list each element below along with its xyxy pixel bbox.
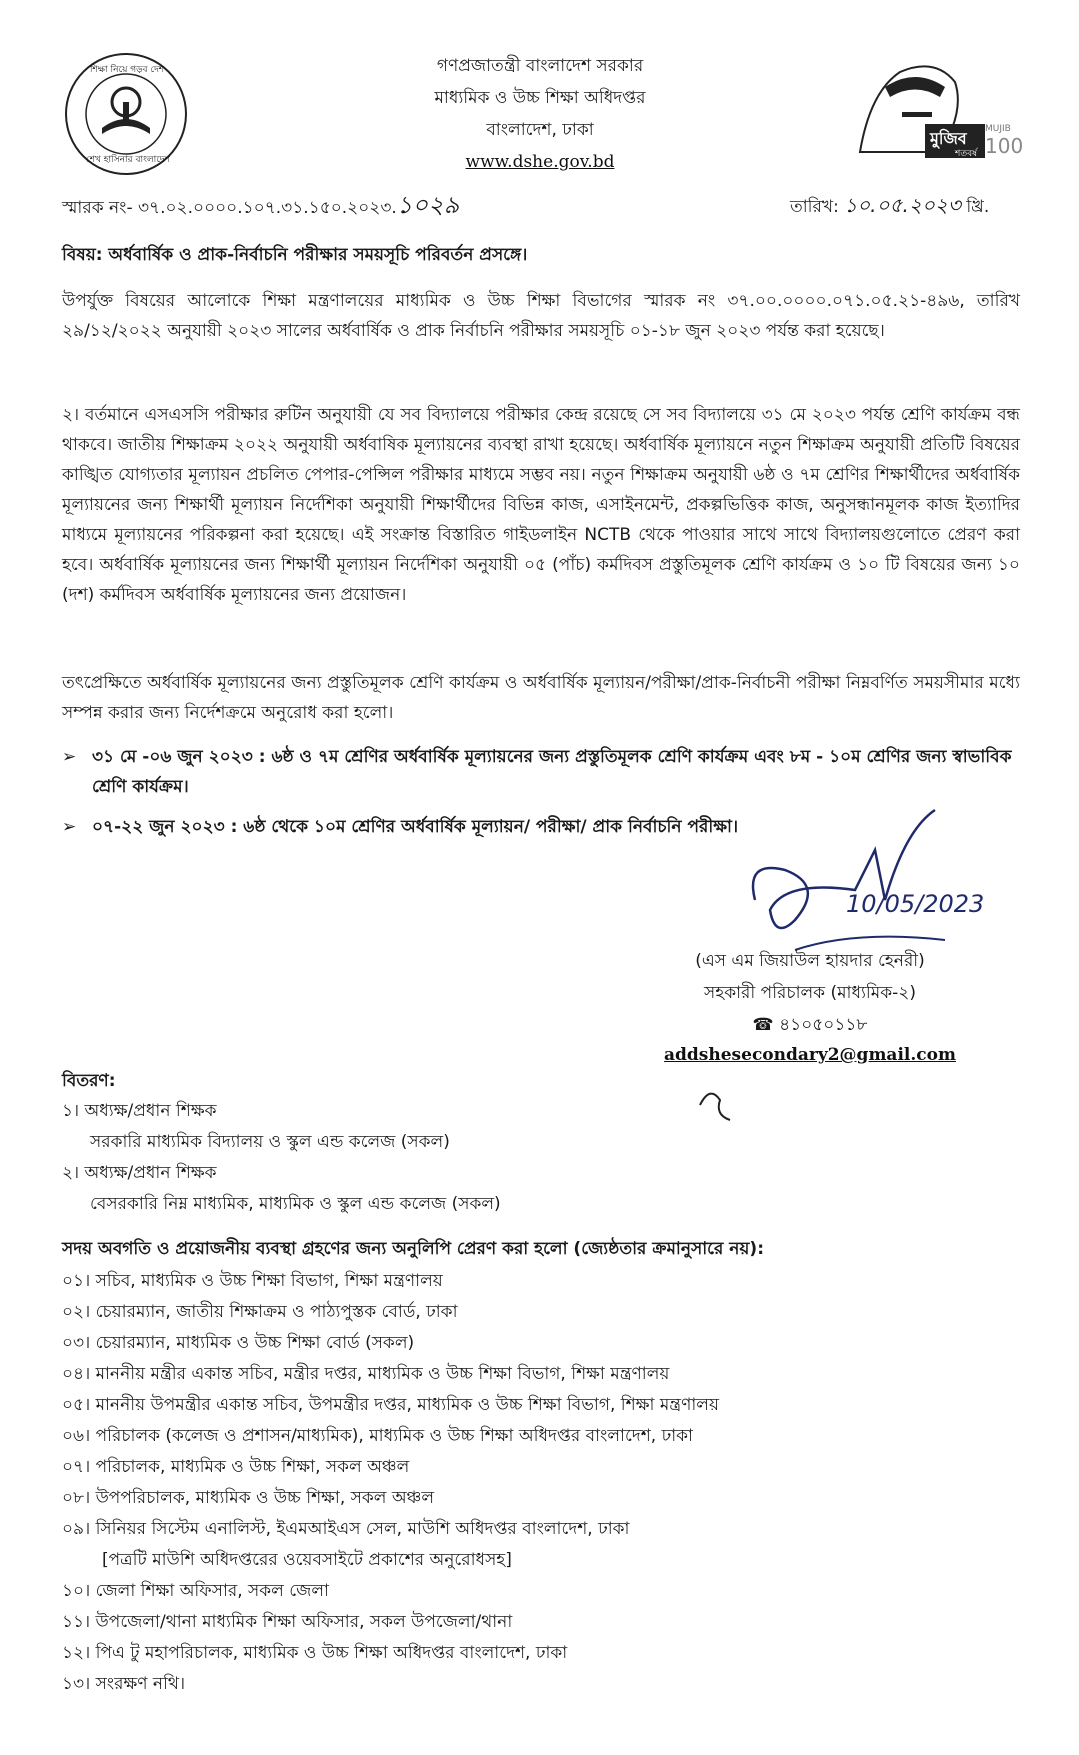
signatory-email-wrap xyxy=(600,1040,1020,1070)
memo-date xyxy=(790,190,989,222)
arrow-icon: ➢ xyxy=(62,817,77,837)
list-item: ০৩। চেয়ারম্যান, মাধ্যমিক ও উচ্চ শিক্ষা বোর্ড (সকল) xyxy=(62,1333,415,1353)
date-label: তারিখ: xyxy=(790,197,839,217)
distribution-item-sub: বেসরকারি নিম্ন মাধ্যমিক, মাধ্যমিক ও স্কুল এন্ড কলেজ (সকল) xyxy=(90,1194,501,1214)
subject-line: বিষয়: অর্ধবার্ষিক ও প্রাক-নির্বাচনি পরীক্ষার সময়সূচি পরিবর্তন প্রসঙ্গে। xyxy=(62,245,528,265)
signatory-name: (এস এম জিয়াউল হায়দার হেনরী) xyxy=(695,951,925,971)
seal-text-bottom: শেখ হাসিনার বাংলাদেশ xyxy=(86,155,170,165)
email-link[interactable]: addshesecondary2@gmail.com xyxy=(664,1045,956,1065)
distribution-item-sub: সরকারি মাধ্যমিক বিদ্যালয় ও স্কুল এন্ড কলেজ (সকল) xyxy=(90,1132,450,1152)
list-item: ১২। পিএ টু মহাপরিচালক, মাধ্যমিক ও উচ্চ শিক্ষা অধিদপ্তর বাংলাদেশ, ঢাকা xyxy=(62,1643,568,1663)
header-location: বাংলাদেশ, ঢাকা xyxy=(486,120,594,140)
date-handwritten: ১০.০৫.২০২৩ xyxy=(844,193,961,217)
emblem-subtext: শতবর্ষ xyxy=(955,149,978,159)
list-item-note: [পত্রটি মাউশি অধিদপ্তরের ওয়েবসাইটে প্রকাশের অনুরোধসহ] xyxy=(102,1550,512,1570)
list-item: ০১। সচিব, মাধ্যমিক ও উচ্চ শিক্ষা বিভাগ, শিক্ষা মন্ত্রণালয় xyxy=(62,1271,443,1291)
emblem-number: 100 xyxy=(985,134,1024,158)
list-item: ০৯। সিনিয়র সিস্টেম এনালিস্ট, ইএমআইএস সেল, মাউশি অধিদপ্তর বাংলাদেশ, ঢাকা xyxy=(62,1519,630,1539)
list-item: ০৭। পরিচালক, মাধ্যমিক ও উচ্চ শিক্ষা, সকল অঞ্চল xyxy=(62,1457,410,1477)
signatory-phone xyxy=(600,1010,1020,1040)
copies-title: সদয় অবগতি ও প্রয়োজনীয় ব্যবস্থা গ্রহণের জন্য অনুলিপি প্রেরণ করা হলো (জ্যেষ্ঠতার ক্রমানুসারে নয়): xyxy=(62,1239,764,1259)
paragraph-1: উপর্যুক্ত বিষয়ের আলোকে শিক্ষা মন্ত্রণালয়ের মাধ্যমিক ও উচ্চ শিক্ষা বিভাগের স্মারক নং ৩৭.০০.০০০০.০৭১.০৫.২১-৪৯৬, তারিখ ২৯/১২/২০২২ অনুযায়ী ২০২৩ সালের অর্ধবার্ষিক ও প্রাক নির্বাচনি পরীক্ষার সময়সূচি ০১-১৮ জুন ২০২৩ পর্যন্ত করা হয়েছে। xyxy=(62,291,1020,341)
website-link[interactable]: www.dshe.gov.bd xyxy=(465,152,615,172)
list-item: ১১। উপজেলা/থানা মাধ্যমিক শিক্ষা অফিসার, সকল উপজেলা/থানা xyxy=(62,1612,513,1632)
telephone-icon: ☎ xyxy=(752,1015,774,1035)
distribution-title: বিতরণ: xyxy=(62,1071,116,1091)
emblem-mujib-label: MUJIB xyxy=(985,124,1011,134)
bullet-text: ০৭-২২ জুন ২০২৩ : ৬ষ্ঠ থেকে ১০ম শ্রেণির অর্ধবার্ষিক মূল্যায়ন/ পরীক্ষা/ প্রাক নির্বাচনি পরীক্ষা। xyxy=(92,817,739,837)
memo-ref-handwritten: ১০২৯ xyxy=(396,191,460,219)
emblem-text: মুজিব xyxy=(930,129,967,148)
distribution-item-head: ১। অধ্যক্ষ/প্রধান শিক্ষক xyxy=(62,1101,217,1121)
list-item: ০৪। মাননীয় মন্ত্রীর একান্ত সচিব, মন্ত্রীর দপ্তর, মাধ্যমিক ও উচ্চ শিক্ষা বিভাগ, শিক্ষা মন্ত্রণালয় xyxy=(62,1364,670,1384)
memo-ref-label: স্মারক নং- ৩৭.০২.০০০০.১০৭.৩১.১৫০.২০২৩. xyxy=(62,198,397,218)
list-item: ০৫। মাননীয় উপমন্ত্রীর একান্ত সচিব, উপমন্ত্রীর দপ্তর, মাধ্যমিক ও উচ্চ শিক্ষা বিভাগ, শিক্ষা মন্ত্রণালয় xyxy=(62,1395,719,1415)
paragraph-2: ২। বর্তমানে এসএসসি পরীক্ষার রুটিন অনুযায়ী যে সব বিদ্যালয়ে পরীক্ষার কেন্দ্র রয়েছে সে সব বিদ্যালয়ে ৩১ মে ২০২৩ পর্যন্ত শ্রেণি কার্যক্রম বন্ধ থাকবে। জাতীয় শিক্ষাক্রম ২০২২ অনুযায়ী অর্ধবাষিক মূল্যায়নের ব্যবস্থা রাখা হয়েছে। অর্ধবার্ষিক মূল্যায়নে নতুন শিক্ষাক্রম অনুযায়ী প্রতিটি বিষয়ের কাঙ্খিত যোগ্যতার মূল্যায়ন প্রচলিত পেপার-পেন্সিল পরীক্ষার মাধ্যমে সম্ভব নয়। নতুন শিক্ষাক্রম অনুযায়ী ৬ষ্ঠ ও ৭ম শ্রেণির শিক্ষার্থীদের অর্ধবার্ষিক মূল্যায়নের জন্য শিক্ষার্থী মূল্যায়ন নির্দেশিকা অনুযায়ী শিক্ষার্থীদের বিভিন্ন কাজ, এসাইনমেন্ট, প্রকল্পভিত্তিক কাজ, অনুসন্ধানমূলক কাজ ইত্যাদির মাধ্যমে মূল্যায়নের পরিকল্পনা করা হয়েছে। এই সংক্রান্ত বিস্তারিত গাইডলাইন NCTB থেকে পাওয়ার সাথে সাথে বিদ্যালয়গুলোতে প্রেরণ করা হবে। অর্ধবার্ষিক মূল্যায়নের জন্য শিক্ষার্থী মূল্যায়ন নির্দেশিকা অনুযায়ী ০৫ (পাঁচ) কর্মদিবস প্রস্তুতিমূলক শ্রেণি কার্যক্রম ও ১০ টি বিষয়ের জন্য ১০ (দশ) কর্মদিবস অর্ধবার্ষিক মূল্যায়নের জন্য প্রয়োজন। xyxy=(62,405,1020,605)
phone-number: ৪১০৫০১১৮ xyxy=(779,1015,868,1035)
memo-reference xyxy=(62,190,459,223)
date-suffix: খ্রি. xyxy=(966,197,990,217)
list-item: ০২। চেয়ারম্যান, জাতীয় শিক্ষাক্রম ও পাঠ্যপুস্তক বোর্ড, ঢাকা xyxy=(62,1302,458,1322)
seal-text-top: শিক্ষা নিয়ে গড়ব দেশ xyxy=(89,65,165,75)
signatory-designation: সহকারী পরিচালক (মাধ্যমিক-২) xyxy=(704,983,916,1003)
header-government: গণপ্রজাতন্ত্রী বাংলাদেশ সরকার xyxy=(436,56,644,76)
handwritten-signature xyxy=(735,790,1015,970)
header-website-wrap xyxy=(330,148,750,176)
header-directorate: মাধ্যমিক ও উচ্চ শিক্ষা অধিদপ্তর xyxy=(434,88,646,108)
copies-list xyxy=(62,1266,1022,1700)
list-item: ০৬। পরিচালক (কলেজ ও প্রশাসন/মাধ্যমিক), মাধ্যমিক ও উচ্চ শিক্ষা অধিদপ্তর বাংলাদেশ, ঢাকা xyxy=(62,1426,693,1446)
signature-date: 10/05/2023 xyxy=(846,890,985,918)
list-item: ১০। জেলা শিক্ষা অফিসার, সকল জেলা xyxy=(62,1581,329,1601)
list-item: ১৩। সংরক্ষণ নথি। xyxy=(62,1674,186,1694)
distribution-item-head: ২। অধ্যক্ষ/প্রধান শিক্ষক xyxy=(62,1163,217,1183)
list-item: ০৮। উপপরিচালক, মাধ্যমিক ও উচ্চ শিক্ষা, সকল অঞ্চল xyxy=(62,1488,435,1508)
arrow-icon: ➢ xyxy=(62,747,77,767)
distribution-list xyxy=(62,1096,1022,1220)
bullet-text: ৩১ মে -০৬ জুন ২০২৩ : ৬ষ্ঠ ও ৭ম শ্রেণির অর্ধবার্ষিক মূল্যায়নের জন্য প্রস্তুতিমূলক শ্রেণি কার্যক্রম এবং ৮ম - ১০ম শ্রেণির জন্য স্বাভাবিক শ্রেণি কার্যক্রম। xyxy=(92,747,1012,797)
paragraph-3: তৎপ্রেক্ষিতে অর্ধবার্ষিক মূল্যায়নের জন্য প্রস্তুতিমূলক শ্রেণি কার্যক্রম ও অর্ধবার্ষিক মূল্যায়ন/পরীক্ষা/প্রাক-নির্বাচনী পরীক্ষা নিম্নবর্ণিত সময়সীমার মধ্যে সম্পন্ন করার জন্য নির্দেশক্রমে অনুরোধ করা হলো। xyxy=(62,673,1020,723)
